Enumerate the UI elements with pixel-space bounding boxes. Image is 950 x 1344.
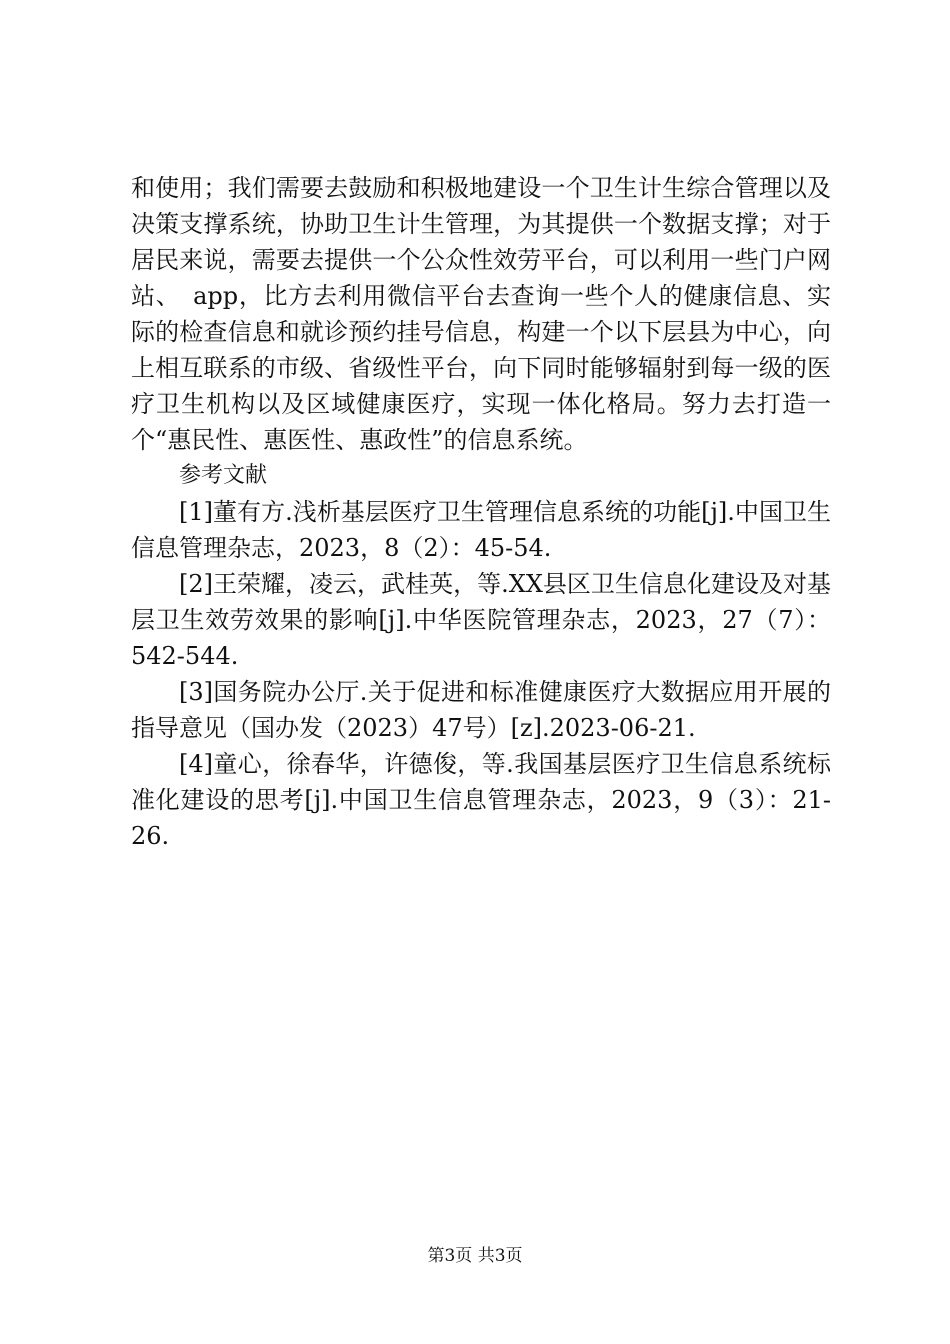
document-body bbox=[131, 170, 831, 854]
page-indicator: 第3页 共3页 bbox=[427, 1246, 523, 1266]
page-footer bbox=[0, 1244, 950, 1268]
references-heading: 参考文献 bbox=[179, 463, 268, 488]
reference-item-3: [3]国务院办公厅.关于促进和标准健康医疗大数据应用开展的指导意见（国办发（2023）47号）[z].2023-06-21. bbox=[131, 678, 831, 742]
body-paragraph: 和使用；我们需要去鼓励和积极地建设一个卫生计生综合管理以及决策支撑系统，协助卫生计生管理，为其提供一个数据支撑；对于居民来说，需要去提供一个公众性效劳平台，可以利用一些门户网站、 app，比方去利用微信平台去查询一些个人的健康信息、实际的检查信息和就诊预约挂号信息，构建一个以下层县为中心，向上相互联系的市级、省级性平台，向下同时能够辐射到每一级的医疗卫生机构以及区域健康医疗，实现一体化格局。努力去打造一个“惠民性、惠医性、惠政性”的信息系统。 bbox=[131, 174, 831, 454]
reference-item-2: [2]王荣耀，凌云，武桂英，等.XX县区卫生信息化建设及对基层卫生效劳效果的影响[j].中华医院管理杂志，2023，27（7）：542-544. bbox=[131, 570, 831, 670]
reference-item-1: [1]董有方.浅析基层医疗卫生管理信息系统的功能[j].中国卫生信息管理杂志，2023，8（2）：45-54. bbox=[131, 498, 831, 562]
reference-item-4: [4]童心，徐春华，许德俊，等.我国基层医疗卫生信息系统标准化建设的思考[j].中国卫生信息管理杂志，2023，9（3）：21-26. bbox=[131, 750, 831, 850]
